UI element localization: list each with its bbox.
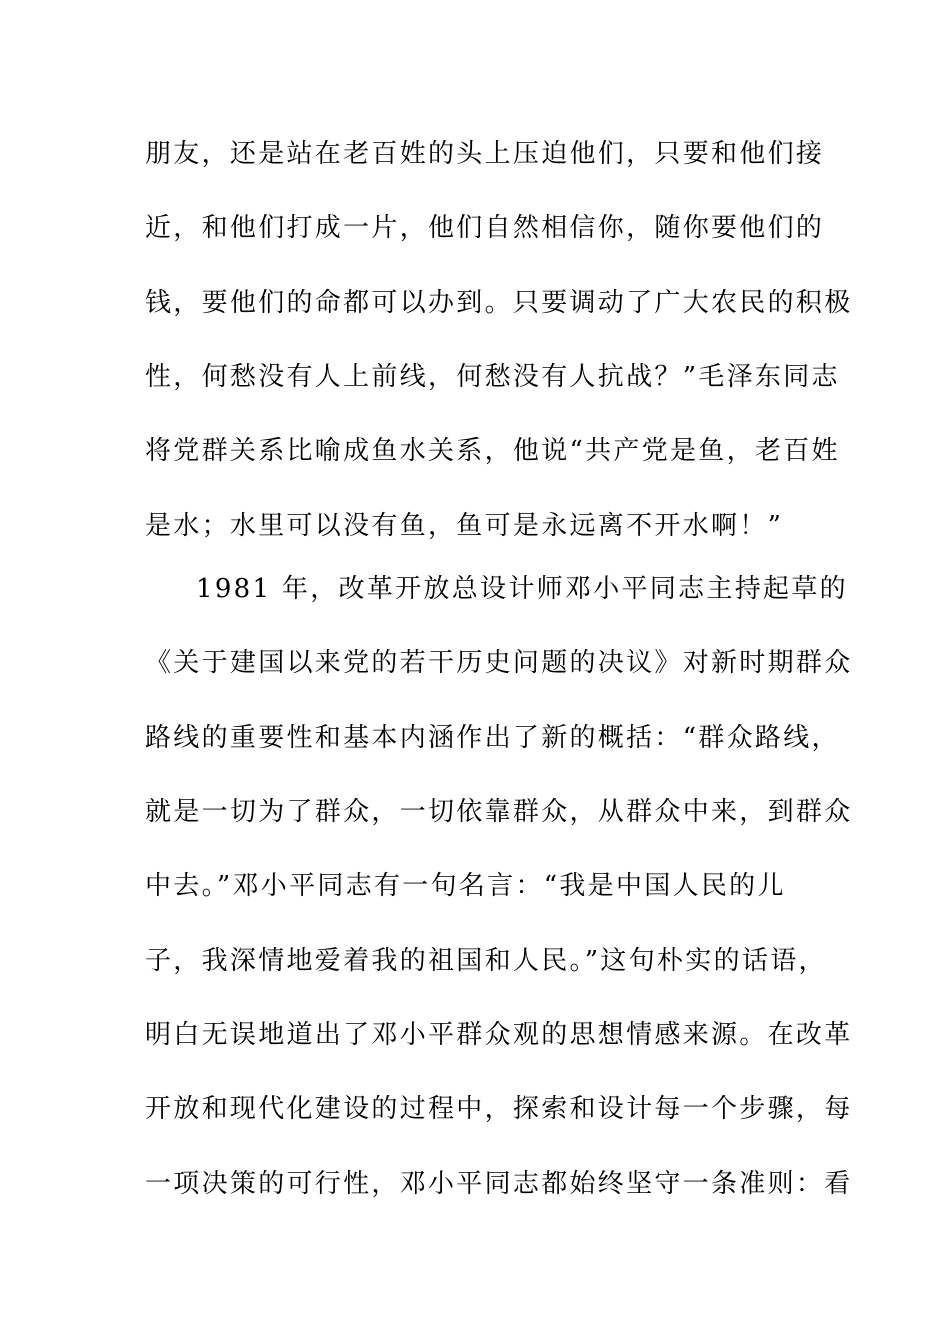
text-line: 《关于建国以来党的若干历史问题的决议》对新时期群众 xyxy=(145,648,853,678)
text-line: 一项决策的可行性，邓小平同志都始终坚守一条准则：看 xyxy=(145,1169,853,1199)
text-line: 就是一切为了群众，一切依靠群众，从群众中来，到群众 xyxy=(145,797,853,827)
text-line: 是水；水里可以没有鱼，鱼可是永远离不开水啊！” xyxy=(145,511,784,541)
text-line: 中去。”邓小平同志有一句名言：“我是中国人民的儿 xyxy=(145,871,786,901)
text-line: 性，何愁没有人上前线，何愁没有人抗战？”毛泽东同志 xyxy=(145,362,840,392)
text-line: 将党群关系比喻成鱼水关系，他说“共产党是鱼，老百姓 xyxy=(145,436,840,466)
text-line: 近，和他们打成一片，他们自然相信你，随你要他们的 xyxy=(145,213,825,243)
paragraph-first-line: 1981 年，改革开放总设计师邓小平同志主持起草的 xyxy=(196,574,848,604)
text-line: 路线的重要性和基本内涵作出了新的概括：“群众路线， xyxy=(145,723,840,753)
text-line: 明白无误地道出了邓小平群众观的思想情感来源。在改革 xyxy=(145,1020,853,1050)
text-line: 开放和现代化建设的过程中，探索和设计每一个步骤，每 xyxy=(145,1094,853,1124)
text-line: 钱，要他们的命都可以办到。只要调动了广大农民的积极 xyxy=(145,288,853,318)
text-line: 朋友，还是站在老百姓的头上压迫他们，只要和他们接 xyxy=(145,139,825,169)
text-line: 子，我深情地爱着我的祖国和人民。”这句朴实的话语， xyxy=(145,946,827,976)
